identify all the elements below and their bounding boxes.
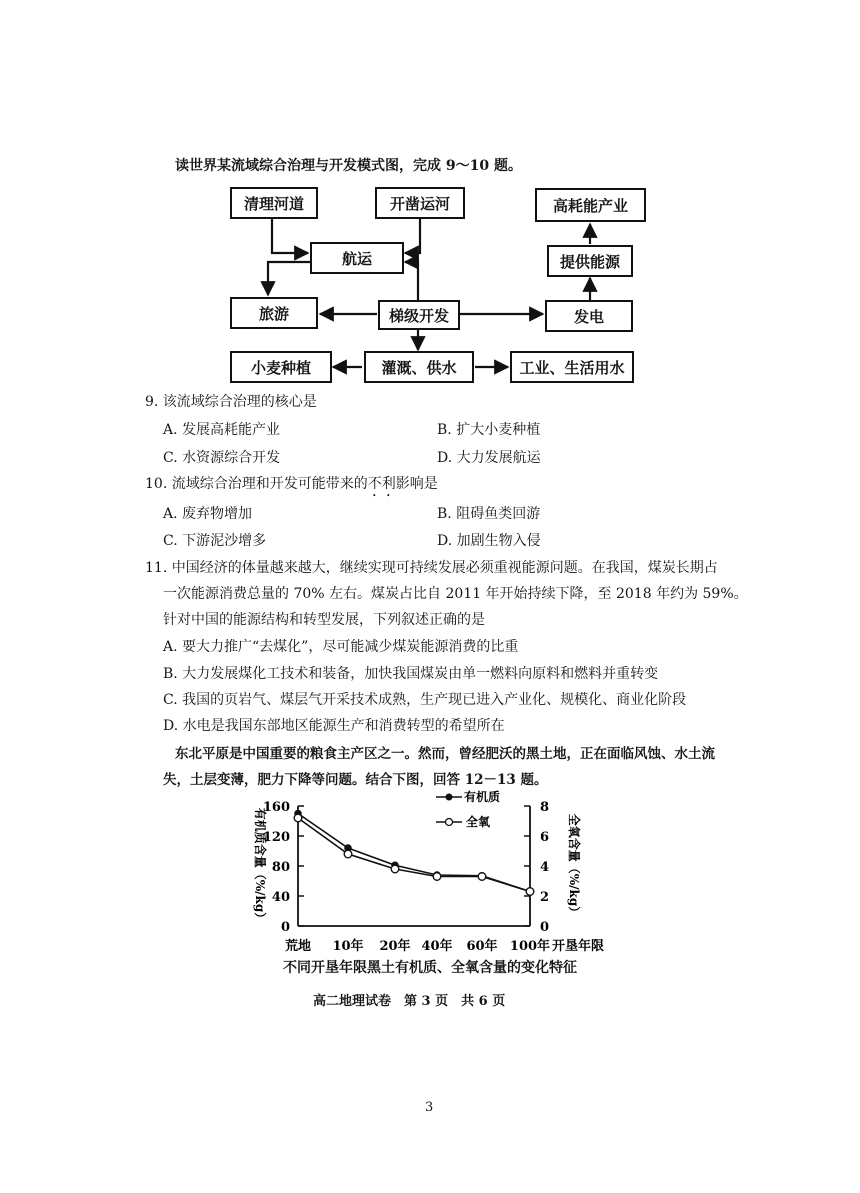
legend-marker-nitrogen: [446, 819, 453, 826]
q10-stem-pre: 10. 流域综合治理和开发可能带来的: [145, 476, 368, 492]
q9-option-c: C. 水资源综合开发: [163, 450, 281, 466]
data-point-total-nitrogen: [294, 814, 302, 822]
q10-option-b: B. 阻碍鱼类回游: [437, 506, 541, 522]
y-tick-left: 80: [271, 860, 290, 875]
x-tick-label: 荒地: [284, 939, 312, 954]
y-tick-left: 0: [280, 920, 290, 935]
legend-label-nitrogen: 全氧: [466, 815, 491, 829]
q9-option-d: D. 大力发展航运: [437, 450, 541, 466]
q11-option-b: B. 大力发展煤化工技术和装备，加快我国煤炭由单一燃料向原料和燃料并重转变: [163, 666, 659, 682]
data-point-total-nitrogen: [344, 850, 352, 858]
q10-stem-post: 影响是: [395, 476, 438, 492]
box-high-energy-industry: 高耗能产业: [535, 188, 646, 222]
box-supply-energy: 提供能源: [547, 245, 633, 277]
chart-caption: 不同开垦年限黑土有机质、全氧含量的变化特征: [283, 960, 577, 976]
y-tick-right: 8: [540, 800, 550, 815]
q11-line-2: 一次能源消费总量的 70% 左右。煤炭占比自 2011 年开始持续下降，至 2018 年约为 59%。: [163, 586, 748, 602]
q9-option-a: A. 发展高耗能产业: [163, 422, 281, 438]
y-axis-label-left: 有机质含量（%/kg）: [253, 807, 267, 925]
x-tick-label: 20年: [379, 939, 411, 954]
q10-stem-emphasis: 不利: [367, 476, 396, 492]
data-point-total-nitrogen: [391, 865, 399, 873]
x-tick-label: 10年: [332, 939, 364, 954]
data-point-total-nitrogen: [478, 873, 486, 881]
q10-option-c: C. 下游泥沙增多: [163, 533, 267, 549]
y-tick-right: 4: [540, 860, 550, 875]
y-tick-left: 160: [262, 800, 290, 815]
x-tick-label: 40年: [421, 939, 453, 954]
q11-line-1: 11. 中国经济的体量越来越大，继续实现可持续发展必须重视能源问题。在我国，煤炭长期占: [145, 560, 718, 576]
q9-option-b: B. 扩大小麦种植: [437, 422, 541, 438]
box-wheat-planting: 小麦种植: [230, 351, 332, 383]
y-axis-label-right: 全氧含量（%/kg）: [567, 813, 581, 919]
box-tourism: 旅游: [230, 297, 318, 329]
box-power-generation: 发电: [545, 300, 633, 332]
y-tick-right: 6: [540, 830, 550, 845]
data-point-total-nitrogen: [433, 873, 441, 881]
series-line-total-nitrogen: [298, 818, 530, 892]
box-cascade-development: 梯级开发: [378, 300, 460, 330]
y-tick-right: 0: [540, 920, 550, 935]
q11-option-c: C. 我国的页岩气、煤层气开采技术成熟，生产现已进入产业化、规模化、商业化阶段: [163, 692, 687, 708]
data-point-total-nitrogen: [526, 888, 534, 896]
x-axis-label: 开垦年限: [552, 939, 605, 954]
box-dig-canal: 开凿运河: [375, 187, 465, 219]
legend-marker-organic: [446, 794, 453, 801]
chart-legend: [436, 789, 500, 829]
intro-12-13-line-1: 东北平原是中国重要的粮食主产区之一。然而，曾经肥沃的黑土地，正在面临风蚀、水土流: [175, 746, 715, 762]
box-shipping: 航运: [310, 242, 404, 274]
q11-option-a: A. 要大力推广“去煤化”，尽可能减少煤炭能源消费的比重: [163, 639, 519, 655]
y-tick-left: 120: [262, 830, 290, 845]
box-clean-river: 清理河道: [230, 187, 318, 219]
x-tick-label: 100年: [509, 939, 551, 954]
legend-label-organic: 有机质: [464, 790, 501, 804]
box-irrigation-water: 灌溉、供水: [364, 351, 474, 383]
q10-option-a: A. 废弃物增加: [163, 506, 253, 522]
x-tick-label: 60年: [466, 939, 498, 954]
page-number: 3: [425, 1100, 434, 1115]
q9-stem: 9. 该流域综合治理的核心是: [145, 394, 317, 410]
y-tick-right: 2: [540, 890, 550, 905]
box-industry-domestic-water: 工业、生活用水: [510, 351, 634, 383]
y-tick-left: 40: [271, 890, 290, 905]
q11-option-d: D. 水电是我国东部地区能源生产和消费转型的希望所在: [163, 718, 505, 734]
page-footer: 高二地理试卷 第 3 页 共 6 页: [313, 994, 506, 1009]
intro-9-10: 读世界某流域综合治理与开发模式图，完成 9～10 题。: [175, 158, 522, 174]
q10-option-d: D. 加剧生物入侵: [437, 533, 541, 549]
q11-line-3: 针对中国的能源结构和转型发展，下列叙述正确的是: [163, 612, 485, 628]
intro-12-13-line-2: 失，土层变薄，肥力下降等问题。结合下图，回答 12－13 题。: [163, 772, 548, 788]
